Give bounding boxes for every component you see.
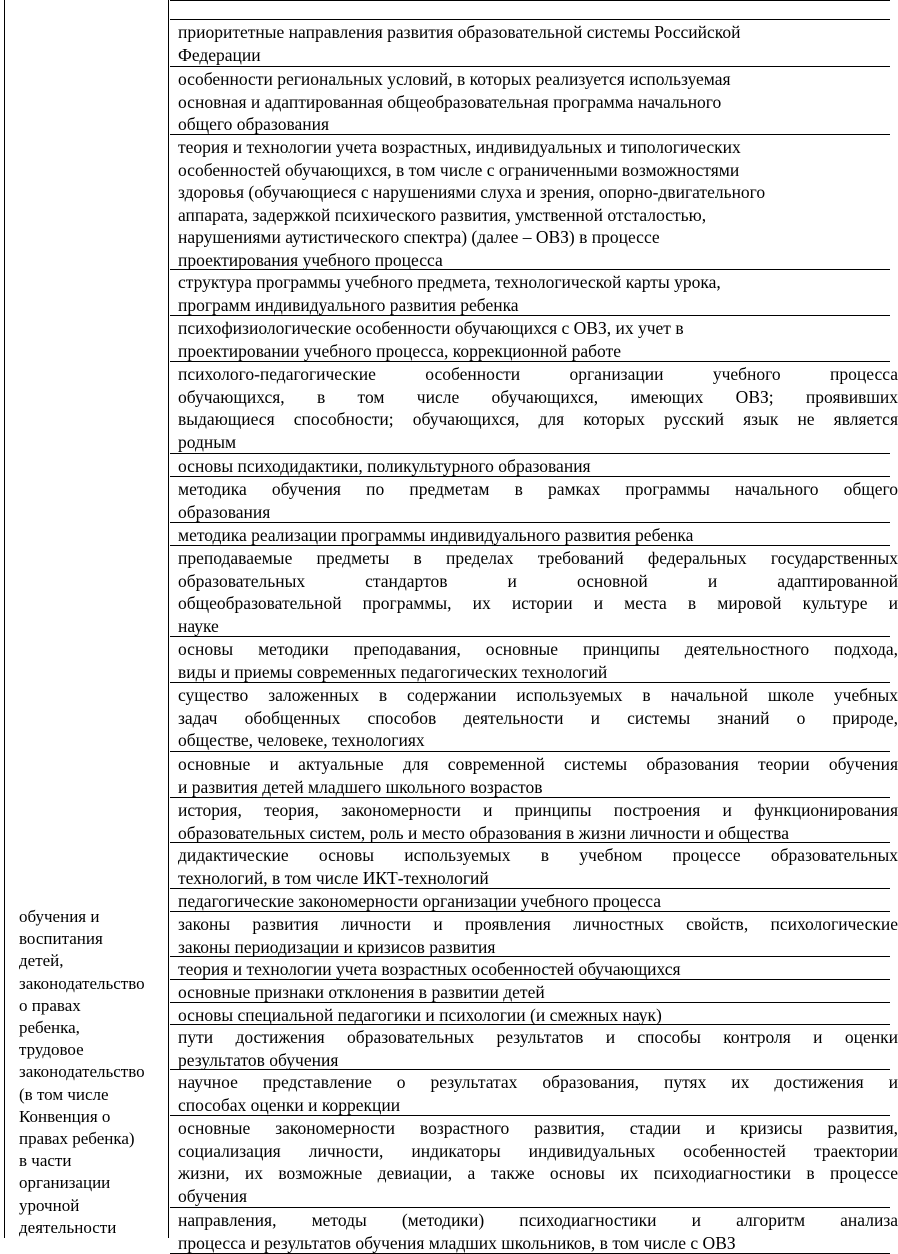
table-row [170,1002,890,1024]
table-cell-line: науке [178,615,219,636]
table-cell-line: основы методики преподавания, основные принципы деятельностного подхода, [178,639,898,659]
table-cell-line: методика обучения по предметам в рамках программы начального общего [178,479,898,499]
table-row [170,1069,898,1115]
left-cell-line: деятельности [19,1217,117,1237]
table-cell-line: социализация личности, индикаторы индивидуальных особенностей траектории [178,1140,898,1161]
table-row [170,19,890,66]
table-row [170,956,890,979]
left-cell-line: трудовое [19,1040,84,1060]
left-cell-line: организации [19,1173,111,1193]
table-row [170,797,898,843]
table-cell-line: основы специальной педагогики и психологии (и смежных наук) [178,1005,662,1025]
table-cell-line: основы психодидактики, поликультурного образования [178,456,591,476]
table-row [170,269,890,315]
left-cell-line: урочной [19,1195,80,1215]
table-row [170,0,890,19]
table-cell-line: основные признаки отклонения в развитии детей [178,982,545,1002]
left-cell-line: в части [19,1151,72,1171]
table-row [170,842,898,888]
table-row [170,66,890,134]
left-column-cell [4,0,169,1238]
table-row [170,545,898,636]
table-row [170,751,898,797]
table-cell-line: Федерации [178,44,261,65]
left-cell-line: законодательство [19,973,145,993]
table-cell-line: основные закономерности возрастного развития, стадии и кризисы развития, [178,1118,898,1138]
table-cell-line: виды и приемы современных педагогических технологий [178,661,608,682]
table-cell-line: проектирования учебного процесса [178,249,443,270]
table-cell-line: результатов обучения [178,1049,339,1070]
table-cell-line: образовательных систем, роль и место образования в жизни личности и общества [178,822,789,843]
table-cell-line: проектировании учебного процесса, коррекционной работе [178,340,621,361]
table-row [170,134,890,269]
left-cell-line: (в том числе [19,1084,109,1104]
table-cell-line: и развития детей младшего школьного возрастов [178,776,543,797]
table-row [170,888,890,911]
left-cell-line: воспитания [19,929,103,949]
table-row [170,315,890,361]
table-cell-line: общеобразовательной программы, их истории и места в мировой культуре и [178,593,898,614]
table-row [170,636,898,682]
table-cell-line: законы развития личности и проявления личностных свойств, психологические [178,914,898,934]
table-cell-line: обучения [178,1185,248,1206]
table-cell-line: основная и адаптированная общеобразовательная программа начального [178,91,722,112]
table-cell-line: теория и технологии учета возрастных, индивидуальных и типологических [178,137,741,157]
table-cell-line: общего образования [178,114,330,135]
table-cell-line: особенностей обучающихся, в том числе с ограниченными возможностями [178,159,740,180]
table-row [170,911,898,957]
table-cell-line: направления, методы (методики) психодиагностики и алгоритм анализа [178,1210,898,1230]
left-cell-line: детей, [19,951,64,971]
table-cell-line: преподаваемые предметы в пределах требований федеральных государственных [178,548,898,568]
table-row [170,1207,898,1254]
table-cell-line: программ индивидуального развития ребенка [178,294,519,315]
table-cell-line: процесса и результатов обучения младших школьников, в том числе с ОВЗ [178,1232,736,1253]
table-cell-line: педагогические закономерности организации учебного процесса [178,891,661,911]
table-row [170,476,898,522]
table-cell-line: научное представление о результатах образования, путях их достижения и [178,1072,898,1092]
table-row [170,522,890,545]
table-cell-line: существо заложенных в содержании используемых в начальной школе учебных [178,685,898,705]
table-cell-line: приоритетные направления развития образовательной системы Российской [178,22,741,42]
table-cell-line: особенности региональных условий, в которых реализуется используемая [178,69,731,89]
table-cell-line: законы периодизации и кризисов развития [178,936,496,957]
table-cell-line: выдающиеся способности; обучающихся, для которых русский язык не является [178,409,898,430]
table-cell-line: образования [178,501,271,522]
table-cell-line: обучающихся, в том числе обучающихся, имеющих ОВЗ; проявивших [178,386,898,407]
table-cell-line: аппарата, задержкой психического развития, умственной отсталостью, [178,204,707,225]
table-cell-line: пути достижения образовательных результатов и способы контроля и оценки [178,1027,898,1047]
table-cell-line: технологий, в том числе ИКТ-технологий [178,867,489,888]
table-cell-line: структура программы учебного предмета, технологической карты урока, [178,272,721,292]
table-row [170,1115,898,1207]
table-row [170,682,898,751]
table-cell-line: образовательных стандартов и основной и адаптированной [178,570,898,591]
table-cell-line: теория и технологии учета возрастных особенностей обучающихся [178,959,681,979]
table-cell-line: нарушениями аутистического спектра) (далее – ОВЗ) в процессе [178,227,660,248]
table-cell-line: здоровья (обучающиеся с нарушениями слуха и зрения, опорно-двигательного [178,182,766,203]
table-cell-line: способах оценки и коррекции [178,1094,401,1115]
table-cell-line: психофизиологические особенности обучающихся с ОВЗ, их учет в [178,318,684,338]
table-row [170,453,890,476]
table-cell-line: обществе, человеке, технологиях [178,730,425,751]
table-row [170,1024,898,1070]
left-cell-line: обучения и [19,907,100,926]
table-cell-line: основные и актуальные для современной системы образования теории обучения [178,754,898,774]
table-cell-line: задач обобщенных способов деятельности и системы знаний о природе, [178,707,898,728]
table-cell-line: жизни, их возможные девиации, а также основы их психодиагностики в процессе [178,1163,898,1184]
left-cell-text [19,906,169,1239]
table-cell-line: родным [178,431,237,452]
table-row [170,361,898,453]
left-cell-line: правах ребенка) [19,1129,135,1149]
table-cell-line: история, теория, закономерности и принципы построения и функционирования [178,800,898,820]
left-cell-line: о правах [19,995,81,1015]
table-cell-line: дидактические основы используемых в учебном процессе образовательных [178,845,898,865]
left-cell-line: ребенка, [19,1018,80,1038]
right-column [170,0,898,1254]
table-cell-line: психолого-педагогические особенности организации учебного процесса [178,364,898,384]
table-cell-line: методика реализации программы индивидуального развития ребенка [178,525,694,545]
left-cell-line: законодательство [19,1062,145,1082]
table-row [170,979,890,1002]
left-cell-line: Конвенция о [19,1106,111,1126]
